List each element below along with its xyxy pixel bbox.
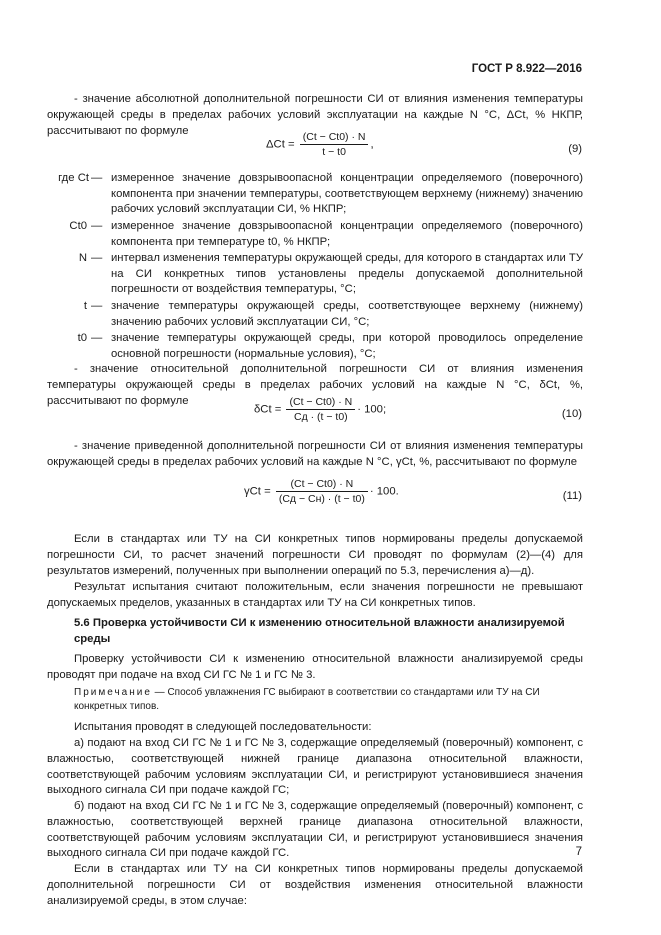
formula-11-numerator: (Ct − Ct0) · N [276, 478, 368, 492]
paragraph-final: Если в стандартах или ТУ на СИ конкретных типов нормированы пределы допускаемой дополнительной погрешности СИ от воздействия изменения относительной влажности анализируемой среды, в этом случае: [47, 863, 583, 907]
formula-11-number: (11) [562, 490, 582, 502]
formula-9-lhs: ΔCt [266, 138, 285, 151]
note-text: — Способ увлажнения ГС выбирают в соответствии со стандартами или ТУ на СИ конкретных типов. [74, 687, 540, 712]
formula-11-fraction [276, 478, 368, 505]
formula-9-denominator: t − t0 [322, 146, 346, 158]
list-item-a: а) подают на вход СИ ГС № 1 и ГС № 3, содержащие определяемый (поверочный) компонент, с влажностью, соответствующей нижней границе диапазона относительной влажности, соответствующей рабочим условиям эксплуатации СИ, и регистрируют установившиеся значения выходного сигнала СИ при подаче каждой ГС; [47, 737, 583, 797]
definition-symbol: N [78, 252, 87, 264]
formula-11-denominator: (Cд − Cн) · (t − t0) [278, 493, 365, 505]
paragraph-absolute-error: - значение абсолютной дополнительной погрешности СИ от влияния изменения температуры окружающей среды в пределах рабочих условий эксплуатации на каждые N °C, ΔCt, % НКПР, рассчитывают по формуле [47, 93, 583, 137]
formula-11-lhs: γCt [244, 485, 261, 498]
definition-text: измеренное значение довзрывоопасной концентрации определяемого (поверочного) компонента при значении температуры, соответствующем верхнему (нижнему) значению рабочих условий эксплуатации СИ, % НКПР; [111, 172, 583, 216]
paragraph-5-6: Проверку устойчивости СИ к изменению относительной влажности анализируемой среды проводят при подаче на вход СИ ГС № 1 и ГС № 3. [47, 653, 583, 681]
definition-ct: где Ct — измеренное значение довзрывоопасной концентрации определяемого (поверочного) компонента при значении температуры, соответствующем верхнему (нижнему) значению рабочих условий эксплуатации СИ, % НКПР; [47, 171, 583, 219]
formula-9-fraction [300, 131, 369, 158]
note [74, 686, 584, 714]
section-heading-5-6: 5.6 Проверка устойчивости СИ к изменению относительной влажности анализируемой среды [74, 617, 565, 645]
paragraph-relative-error: - значение относительной дополнительной погрешности СИ от влияния изменения температуры окружающей среды в пределах рабочих условий на каждые N °C, δCt, %, рассчитывают по формуле [47, 363, 583, 407]
formula-11: γCt = $\frac{(Ct - Ct0) \cdot N}{(Cд - Cн) \cdot (t - t0)}$ · 100. [244, 478, 399, 505]
definition-n: N — интервал изменения температуры окружающей среды, для которого в стандартах или ТУ на СИ конкретных типов установлены пределы допускаемой дополнительной погрешности от воздействия температуры, °С; [47, 251, 583, 299]
formula-9-numerator: (Ct − Ct0) · N [300, 131, 369, 145]
definition-symbol: Ct0 [69, 220, 87, 232]
definition-text: значение температуры окружающей среды, соответствующее верхнему (нижнему) значению рабочих условий эксплуатации СИ, °С; [111, 300, 583, 328]
formula-10-fraction [286, 396, 355, 423]
formula-10-lhs: δCt [254, 403, 272, 416]
paragraph-result: Результат испытания считают положительным, если значения погрешности не превышают допускаемых пределов, указанных в стандартах или ТУ на СИ конкретных типов. [47, 581, 583, 609]
definition-symbol: t0 [77, 332, 87, 344]
paragraph-limits: Если в стандартах или ТУ на СИ конкретных типов нормированы пределы допускаемой погрешности СИ, то расчет значений погрешности СИ проводят по формулам (2)—(4) для результатов измерений, полученных при выполнении операций по 5.3, перечисления а)—д). [47, 533, 583, 577]
formula-9: ΔCt = $\frac{(Ct - Ct0) \cdot N}{t - t0}$ , [266, 131, 374, 158]
page-number: 7 [575, 846, 582, 858]
definition-ct0: Ct0 — измеренное значение довзрывоопасной концентрации определяемого (поверочного) компонента при температуре t0, % НКПР; [47, 219, 583, 251]
list-item-b: б) подают на вход СИ ГС № 1 и ГС № 3, содержащие определяемый (поверочный) компонент, с влажностью, соответствующей верхней границе диапазона относительной влажности, соответствующей рабочим условиям эксплуатации СИ, и регистрируют установившиеся значения выходного сигнала СИ при подаче каждой ГС. [47, 800, 583, 860]
formula-10-number: (10) [561, 408, 582, 420]
definition-text: интервал изменения температуры окружающей среды, для которого в стандартах или ТУ на СИ конкретных типов установлены пределы допускаемой дополнительной погрешности от воздействия температуры, °С; [111, 252, 583, 296]
paragraph-sequence: Испытания проводят в следующей последовательности: [74, 721, 372, 733]
formula-10-tail: · 100; [357, 403, 387, 416]
formula-10-denominator: Cд · (t − t0) [294, 411, 348, 423]
definition-t: t — значение температуры окружающей среды, соответствующее верхнему (нижнему) значению рабочих условий эксплуатации СИ, °С; [47, 299, 583, 331]
formula-9-number: (9) [568, 143, 582, 155]
formula-10: δCt = $\frac{(Ct - Ct0) \cdot N}{Cд \cdot (t - t0)}$ · 100; [254, 396, 387, 423]
definition-t0: t0 — значение температуры окружающей среды, при которой проводилось определение основной погрешности (нормальные условия), °С; [47, 331, 583, 363]
formula-11-tail: · 100. [369, 485, 399, 498]
definition-symbol: t [83, 300, 87, 312]
definition-text: измеренное значение довзрывоопасной концентрации определяемого (поверочного) компонента при температуре t0, % НКПР; [111, 220, 583, 248]
note-label: Примечание [74, 687, 152, 698]
definition-text: значение температуры окружающей среды, при которой проводилось определение основной погрешности (нормальные условия), °С; [111, 332, 583, 360]
document-code: ГОСТ Р 8.922—2016 [471, 63, 582, 75]
definition-symbol: где Ct [58, 172, 89, 184]
paragraph-reduced-error: - значение приведенной дополнительной погрешности СИ от влияния изменения температуры окружающей среды в пределах рабочих условий на каждые N °C, γCt, %, рассчитывают по формуле [47, 440, 583, 468]
formula-10-numerator: (Ct − Ct0) · N [286, 396, 355, 410]
